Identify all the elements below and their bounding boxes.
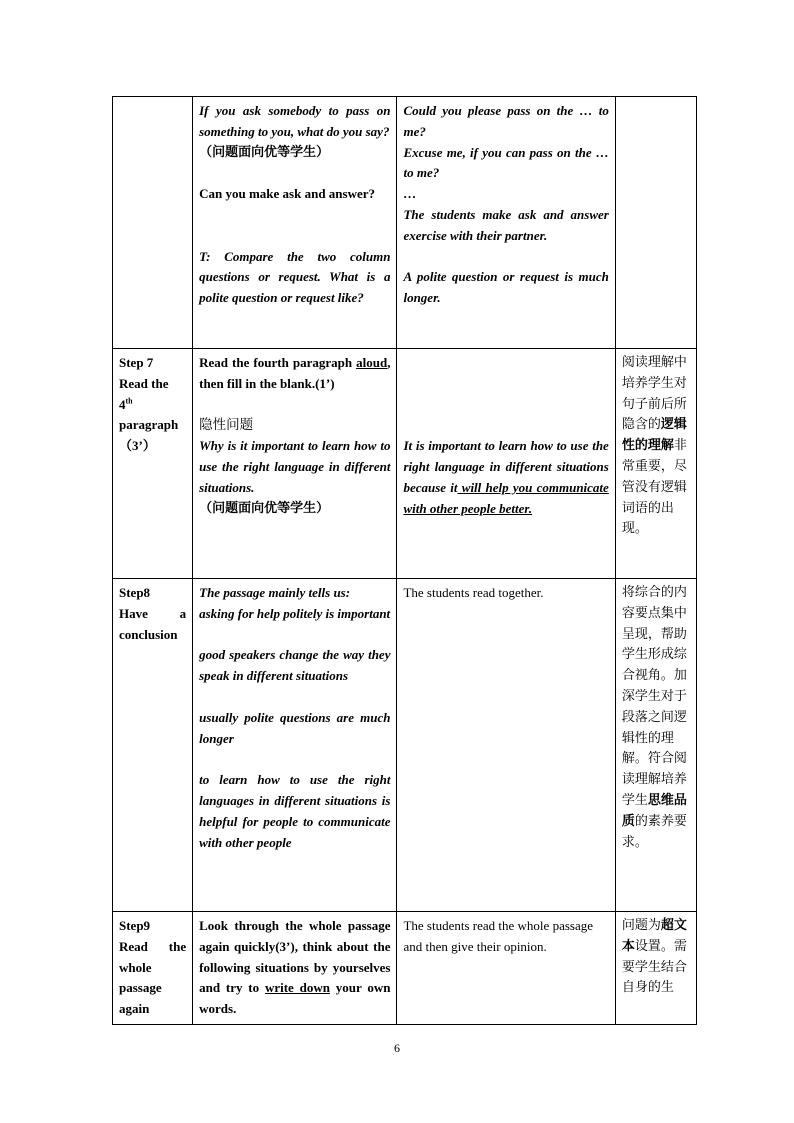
purpose-cell: 将综合的内容要点集中呈现，帮助学生形成综合视角。加深学生对于段落之间逻辑性的理解。符合阅读理解培养学生思维品质的素养要求。 xyxy=(615,579,696,912)
summary-point: asking for help politely is important xyxy=(199,605,391,621)
summary-point: good speakers change the way they speak in different situations xyxy=(199,647,391,684)
hidden-question-label: 隐性问题 xyxy=(199,417,254,434)
summary-point: usually polite questions are much longer xyxy=(199,709,391,746)
activity-cell xyxy=(193,349,397,579)
question-text: Can you make ask and answer? xyxy=(199,186,376,202)
answer-text: … xyxy=(403,186,417,202)
answer-text: The students make ask and answer exercise with their partner. xyxy=(403,206,609,243)
response-text: The students read together. xyxy=(403,585,544,600)
answer-text: Excuse me, if you can pass on the … to me? xyxy=(403,144,609,181)
step-title: Have a conclusion xyxy=(119,605,187,642)
table-row xyxy=(113,579,697,912)
question-text: Why is it important to learn how to use the right language in different situations. xyxy=(199,438,391,495)
student-response-cell xyxy=(397,97,615,349)
audience-note: （问题面向优等学生） xyxy=(199,500,330,516)
step-cell xyxy=(113,579,193,912)
lesson-plan-table xyxy=(112,96,697,1025)
purpose-cell: 阅读理解中培养学生对句子前后所隐含的逻辑性的理解非常重要，尽管没有逻辑词语的出现。 xyxy=(615,349,696,579)
question-text: If you ask somebody to pass on something to you, what do you say? xyxy=(199,103,391,139)
student-response-cell xyxy=(397,579,615,912)
answer-text: Could you please pass on the … to me? xyxy=(403,103,609,139)
question-text: T: Compare the two column questions or request. What is a polite question or request like? xyxy=(199,248,391,306)
step-title: Read the 4th paragraph （3’） xyxy=(119,375,179,454)
summary-lead: The passage mainly tells us: xyxy=(199,585,351,600)
table-row xyxy=(113,349,697,579)
activity-cell xyxy=(193,579,397,912)
instruction-text: Read the fourth paragraph aloud, then fill in the blank.(1’) xyxy=(199,355,391,391)
step-cell xyxy=(113,349,193,579)
step-label: Step8 xyxy=(119,585,151,600)
student-response-cell xyxy=(397,912,615,1025)
page-number: 6 xyxy=(394,1041,400,1055)
activity-cell xyxy=(193,97,397,349)
step-label: Step9 xyxy=(119,918,151,933)
purpose-cell xyxy=(615,97,696,349)
activity-cell: Look through the whole passage again quickly(3’), think about the following situations by yourselves and try to write down your own words. xyxy=(193,912,397,1025)
summary-point: to learn how to use the right languages in different situations is helpful for people to communicate with other people xyxy=(199,772,391,850)
table-row xyxy=(113,912,697,1025)
step-title: Read the whole passage again xyxy=(119,938,187,1017)
student-response-cell xyxy=(397,349,615,579)
step-cell xyxy=(113,97,193,349)
step-cell xyxy=(113,912,193,1025)
purpose-cell: 问题为超文本设置。需要学生结合自身的生 xyxy=(615,912,696,1025)
answer-text: A polite question or request is much longer. xyxy=(403,269,609,306)
answer-text: It is important to learn how to use the right language in different situations because it will help you communicate with other people better. xyxy=(403,438,609,516)
step-label: Step 7 xyxy=(119,355,154,370)
table-row xyxy=(113,97,697,349)
audience-note: （问题面向优等学生） xyxy=(199,144,330,160)
response-text: The students read the whole passage and then give their opinion. xyxy=(403,918,593,954)
